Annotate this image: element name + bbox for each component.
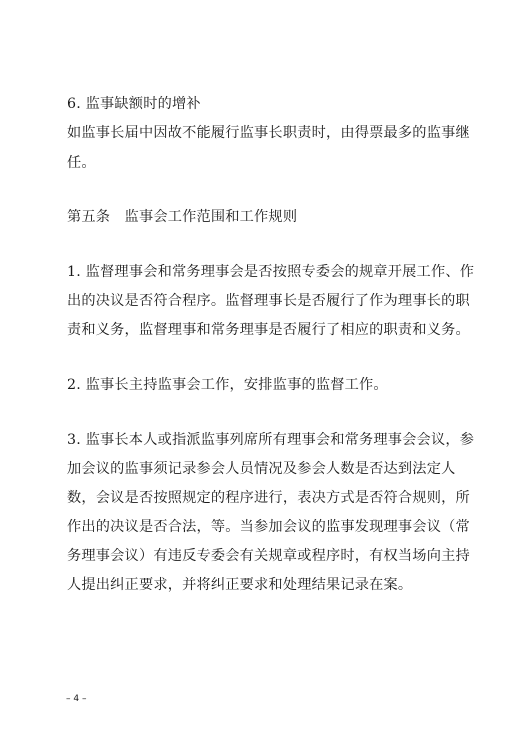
item-3-line-3: 数，会议是否按照规定的程序进行，表决方式是否符合规则，所 — [67, 490, 470, 506]
page-number: – 4 – — [66, 694, 87, 704]
item-1-line-3: 责和义务，监督理事和常务理事是否履行了相应的职责和义务。 — [67, 322, 470, 338]
item-3-line-6: 人提出纠正要求，并将纠正要求和处理结果记录在案。 — [67, 577, 413, 593]
item-2-line-1: 2. 监事长主持监事会工作，安排监事的监督工作。 — [67, 377, 388, 393]
section-6-line-2: 任。 — [67, 155, 96, 171]
item-1-line-1: 1. 监督理事会和常务理事会是否按照专委会的规章开展工作、作 — [67, 264, 475, 280]
item-1-line-2: 出的决议是否符合程序。监督理事长是否履行了作为理事长的职 — [67, 293, 470, 309]
section-6-line-1: 如监事长届中因故不能履行监事长职责时，由得票最多的监事继 — [67, 125, 470, 141]
section-6-heading: 6. 监事缺额时的增补 — [67, 96, 201, 112]
item-3-line-2: 加会议的监事须记录参会人员情况及参会人数是否达到法定人 — [67, 461, 456, 477]
article-5-heading: 第五条 监事会工作范围和工作规则 — [67, 209, 298, 225]
item-3-line-4: 作出的决议是否合法，等。当参加会议的监事发现理事会议（常 — [67, 519, 470, 535]
item-3-line-1: 3. 监事长本人或指派监事列席所有理事会和常务理事会会议，参 — [67, 432, 475, 448]
item-3-line-5: 务理事会议）有违反专委会有关规章或程序时，有权当场向主持 — [67, 548, 470, 564]
